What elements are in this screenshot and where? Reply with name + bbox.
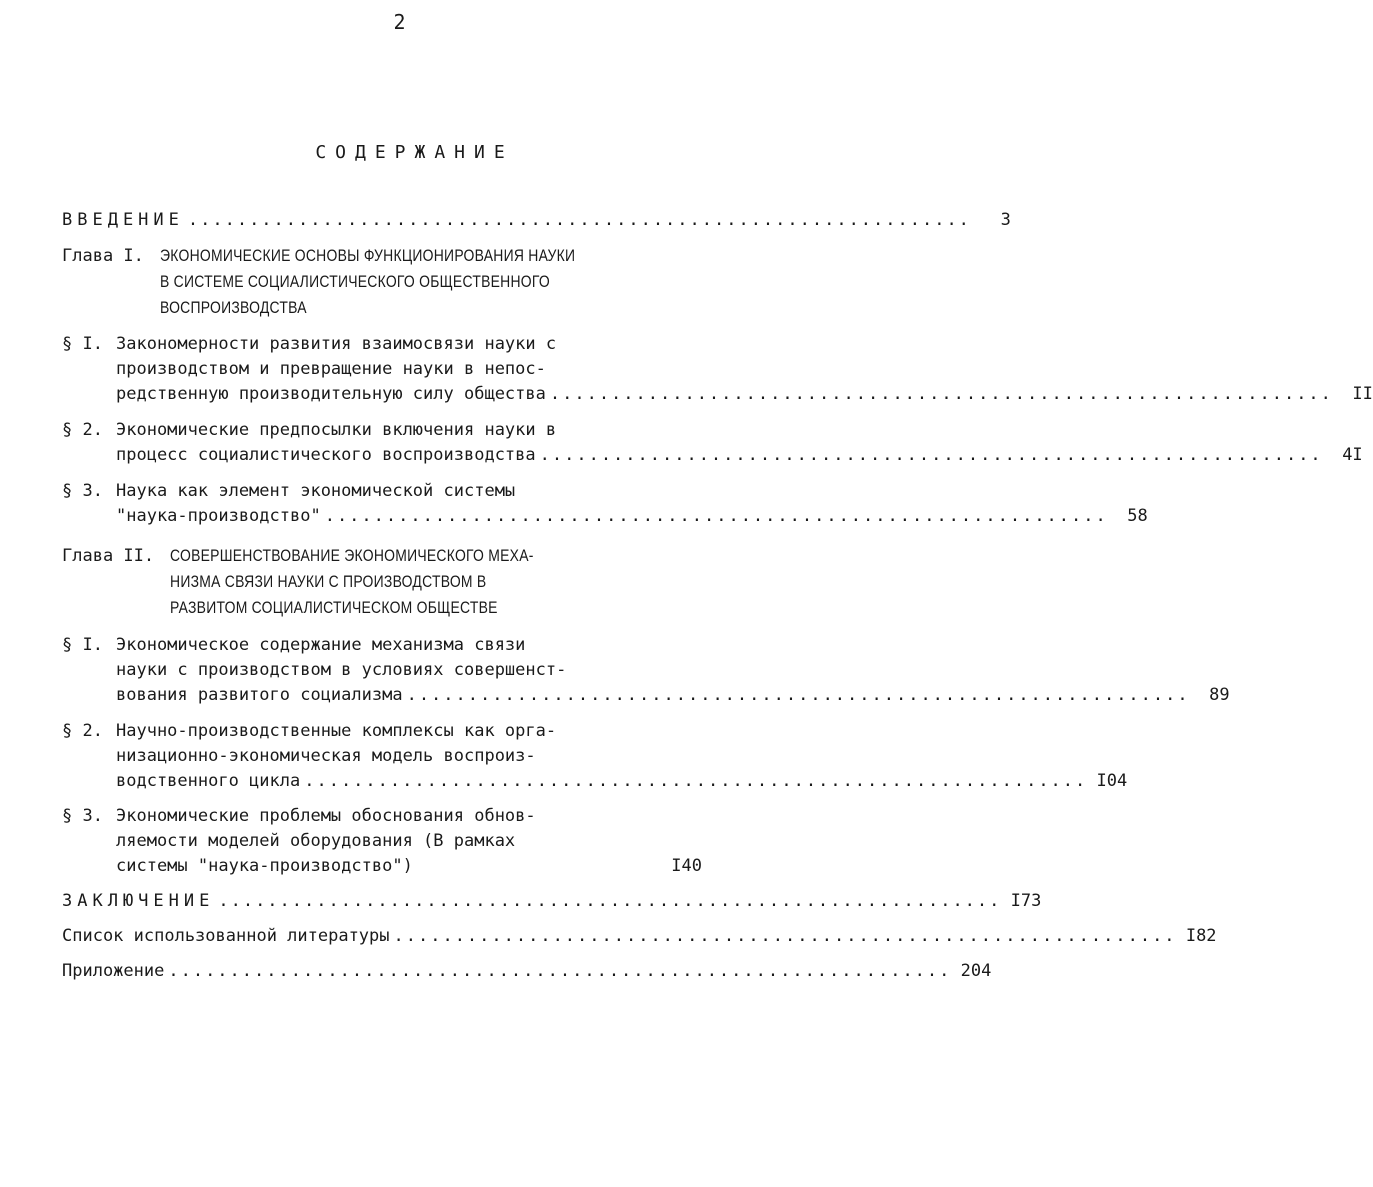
toc-entry-intro[interactable]: [62, 210, 1011, 230]
section-line: редственную производительную силу общества: [116, 384, 546, 404]
toc-entry-page: I73: [1010, 891, 1042, 911]
chapter-1-title-line-2: В СИСТЕМЕ СОЦИАЛИСТИЧЕСКОГО ОБЩЕСТВЕННОГО: [160, 272, 550, 291]
section-line: "наука-производство": [116, 506, 321, 526]
leader-dots: ................................................................: [393, 926, 1177, 946]
section-prefix: § 2.: [62, 721, 103, 741]
section-line: науки с производством в условиях совершенст-: [116, 660, 567, 680]
page-number: 2: [393, 10, 406, 34]
leader-dots: ................................................................: [406, 685, 1190, 705]
section-line: ляемости моделей оборудования (В рамках: [116, 831, 516, 851]
toc-entry-label: Приложение: [62, 961, 165, 981]
toc-entry-page: II: [1352, 384, 1373, 404]
toc-entry-ch1-s3[interactable]: [116, 506, 1148, 526]
section-line: процесс социалистического воспроизводства: [116, 445, 536, 465]
section-line: Экономические проблемы обоснования обнов-: [116, 806, 536, 826]
section-line: Наука как элемент экономической системы: [116, 481, 516, 501]
toc-entry-label: Список использованной литературы: [62, 926, 390, 946]
toc-entry-label: ЗАКЛЮЧЕНИЕ: [62, 891, 215, 911]
toc-entry-page: I40: [671, 856, 702, 876]
chapter-2-prefix: Глава II.: [62, 546, 155, 566]
section-line: Экономические предпосылки включения науки в: [116, 420, 557, 440]
toc-entry-ch2-s1[interactable]: [116, 685, 1230, 705]
toc-entry-page: 4I: [1342, 445, 1363, 465]
toc-entry-bibliography[interactable]: [62, 926, 1217, 946]
toc-entry-page: 3: [1000, 210, 1011, 230]
section-prefix: § 3.: [62, 481, 103, 501]
chapter-1-title-line-3: ВОСПРОИЗВОДСТВА: [160, 298, 307, 317]
section-line: системы "наука-производство"): [116, 856, 413, 876]
toc-entry-label: ВВЕДЕНИЕ: [62, 210, 184, 230]
leader-dots: ................................................................: [549, 384, 1333, 404]
toc-entry-ch1-s2[interactable]: [116, 445, 1363, 465]
leader-dots: ................................................................: [304, 771, 1088, 791]
toc-entry-page: I82: [1185, 926, 1217, 946]
chapter-1-prefix: Глава I.: [62, 246, 144, 266]
leader-dots: ................................................................: [539, 445, 1323, 465]
leader-dots: ................................................................: [187, 210, 971, 230]
section-prefix: § I.: [62, 635, 103, 655]
section-line: вования развитого социализма: [116, 685, 403, 705]
leader-dots: ................................................................: [168, 961, 952, 981]
toc-entry-ch2-s3[interactable]: [116, 856, 702, 876]
chapter-1-title-line-1: ЭКОНОМИЧЕСКИЕ ОСНОВЫ ФУНКЦИОНИРОВАНИЯ НАУКИ: [160, 246, 576, 265]
chapter-2-title-line-1: СОВЕРШЕНСТВОВАНИЕ ЭКОНОМИЧЕСКОГО МЕХА-: [170, 546, 534, 565]
section-prefix: § 2.: [62, 420, 103, 440]
toc-entry-ch2-s2[interactable]: [116, 771, 1128, 791]
section-line: Закономерности развития взаимосвязи науки с: [116, 334, 557, 354]
toc-entry-page: 204: [960, 961, 992, 981]
toc-entry-page: 89: [1209, 685, 1230, 705]
leader-dots: ................................................................: [324, 506, 1108, 526]
section-line: Экономическое содержание механизма связи: [116, 635, 526, 655]
toc-title: СОДЕРЖАНИЕ: [315, 142, 514, 163]
section-line: низационно-экономическая модель воспроиз-: [116, 746, 536, 766]
toc-entry-appendix[interactable]: [62, 961, 992, 981]
toc-entry-conclusion[interactable]: [62, 891, 1042, 911]
toc-entry-page: 58: [1127, 506, 1148, 526]
section-line: производством и превращение науки в непос-: [116, 359, 546, 379]
chapter-2-title-line-2: НИЗМА СВЯЗИ НАУКИ С ПРОИЗВОДСТВОМ В: [170, 572, 487, 591]
section-line: Научно-производственные комплексы как орга-: [116, 721, 557, 741]
toc-entry-ch1-s1[interactable]: [116, 384, 1373, 404]
section-line: водственного цикла: [116, 771, 301, 791]
chapter-2-title-line-3: РАЗВИТОМ СОЦИАЛИСТИЧЕСКОМ ОБЩЕСТВЕ: [170, 598, 498, 617]
section-prefix: § I.: [62, 334, 103, 354]
toc-entry-page: I04: [1096, 771, 1128, 791]
section-prefix: § 3.: [62, 806, 103, 826]
leader-dots: ................................................................: [218, 891, 1002, 911]
